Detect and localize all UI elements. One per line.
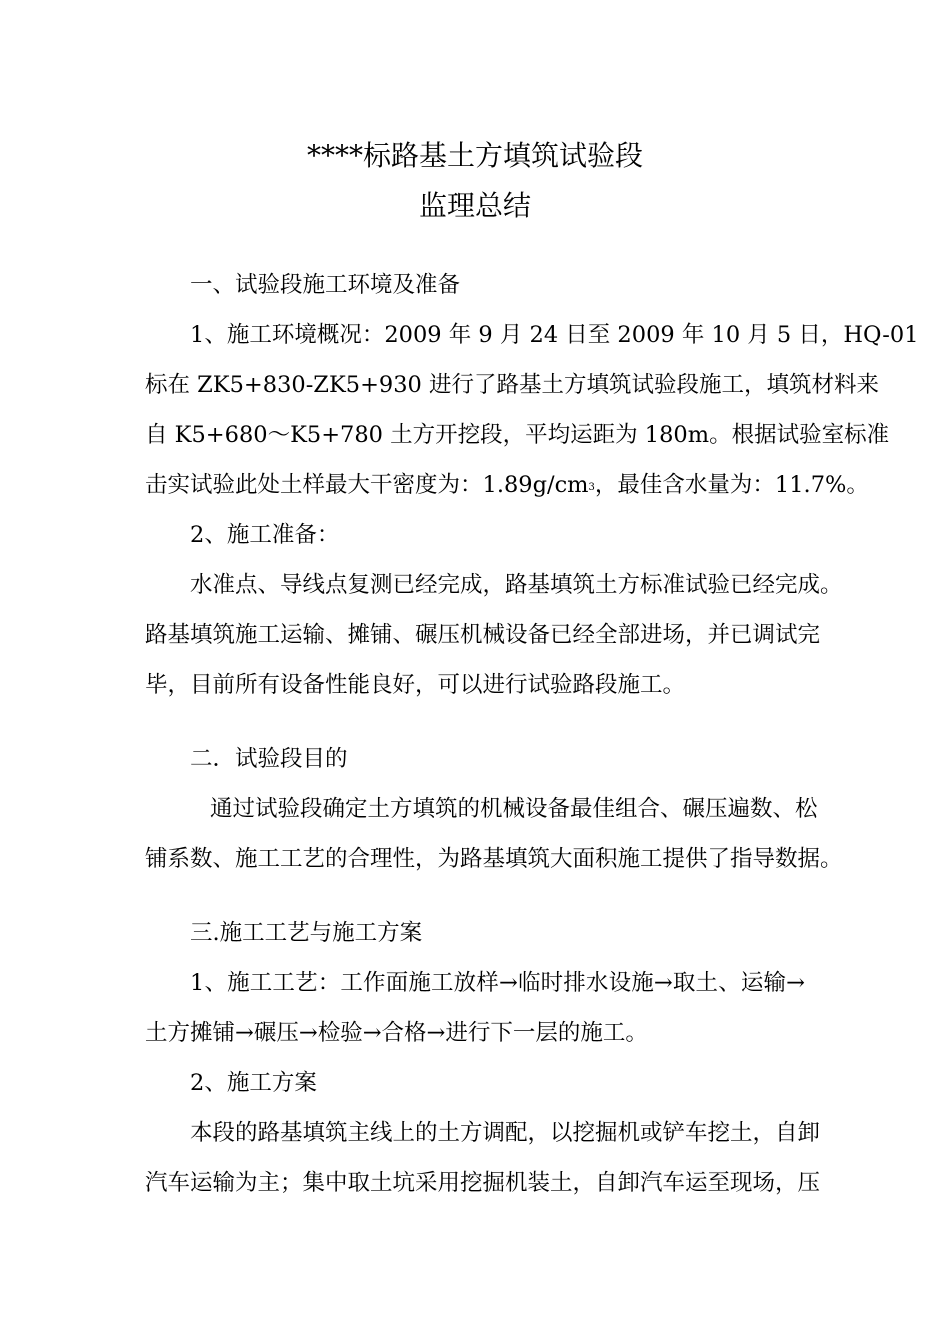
paragraph-line: 铺系数、施工工艺的合理性，为路基填筑大面积施工提供了指导数据。 (145, 846, 843, 872)
paragraph-line: 汽车运输为主；集中取土坑采用挖掘机装土，自卸汽车运至现场，压 (145, 1170, 821, 1196)
paragraph-line: 土方摊铺→碾压→检验→合格→进行下一层的施工。 (145, 1020, 648, 1046)
paragraph-text: 击实试验此处土样最大干密度为：1.89g/cm (145, 472, 589, 498)
paragraph-line: 标在 ZK5+830-ZK5+930 进行了路基土方填筑试验段施工，填筑材料来 (145, 372, 880, 398)
paragraph-line: 本段的路基填筑主线上的土方调配，以挖掘机或铲车挖土，自卸 (190, 1120, 821, 1146)
paragraph-line: 自 K5+680～K5+780 土方开挖段，平均运距为 180m。根据试验室标准 (145, 422, 890, 448)
paragraph-line: 路基填筑施工运输、摊铺、碾压机械设备已经全部进场，并已调试完 (145, 622, 821, 648)
paragraph-line: 通过试验段确定土方填筑的机械设备最佳组合、碾压遍数、松 (210, 796, 818, 822)
subheading: 2、施工方案 (190, 1070, 317, 1096)
paragraph-line: 1、施工工艺：工作面施工放样→临时排水设施→取土、运输→ (190, 970, 805, 996)
paragraph-text: ，最佳含水量为：11.7%。 (594, 472, 869, 498)
paragraph-line (145, 468, 869, 505)
document-subtitle: 监理总结 (418, 189, 531, 222)
paragraph-line: 毕，目前所有设备性能良好，可以进行试验路段施工。 (145, 672, 686, 698)
section-heading-2: 二．试验段目的 (190, 746, 348, 772)
paragraph-line: 1、施工环境概况：2009 年 9 月 24 日至 2009 年 10 月 5 日，HQ-01 (190, 322, 919, 348)
superscript-exponent: 3 (588, 482, 595, 493)
document-title: ****标路基土方填筑试验段 (306, 139, 643, 172)
section-heading-3: 三.施工工艺与施工方案 (190, 920, 423, 946)
paragraph-line: 水准点、导线点复测已经完成，路基填筑土方标准试验已经完成。 (190, 572, 843, 598)
subheading: 2、施工准备： (190, 522, 340, 548)
section-heading-1: 一、试验段施工环境及准备 (190, 272, 461, 298)
